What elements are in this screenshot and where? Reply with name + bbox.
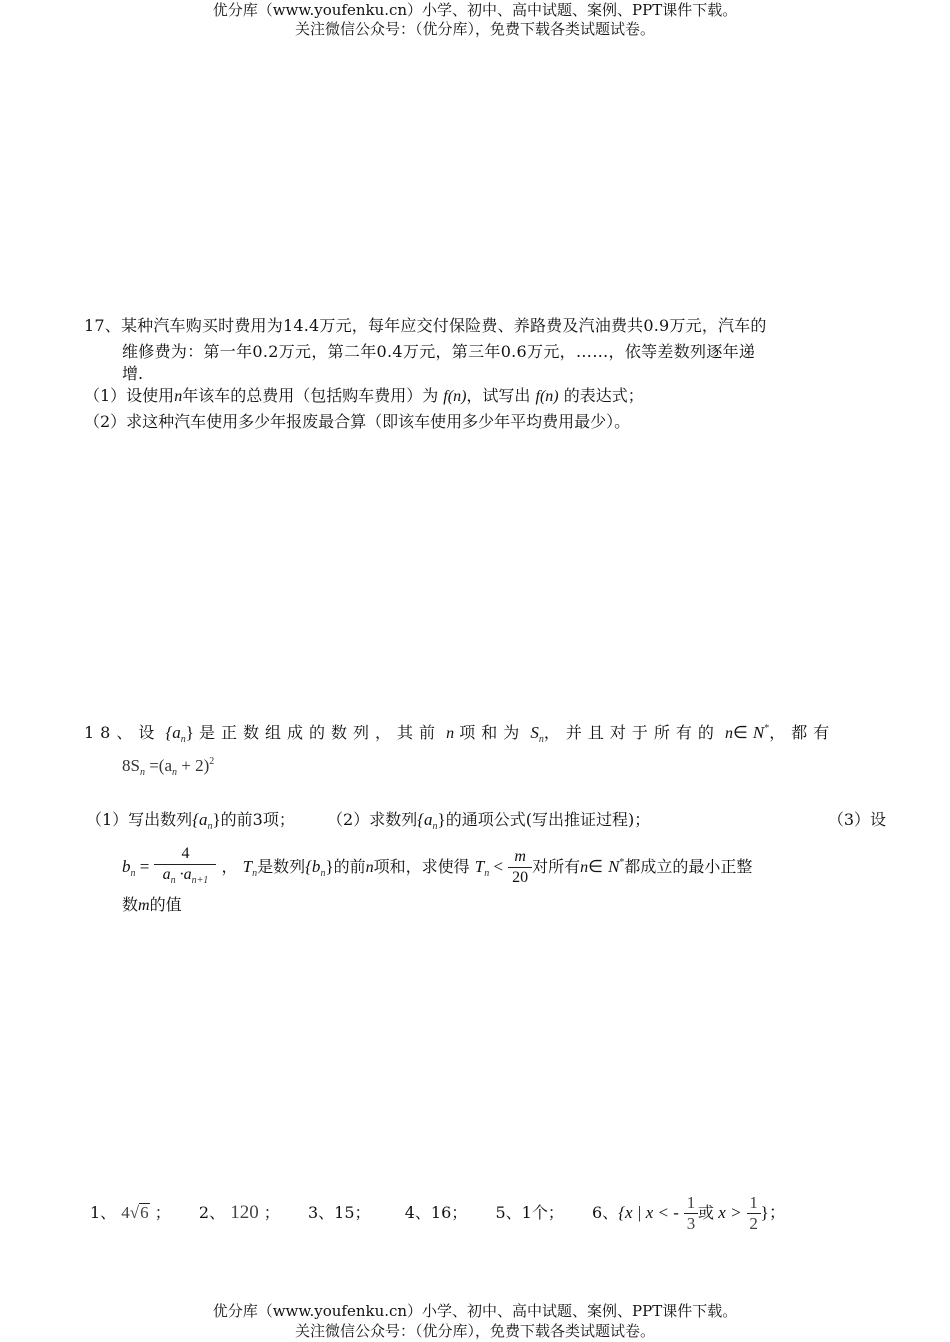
answer-3: 3、15； [308,1203,371,1222]
q18-frac-s1: n [170,875,176,886]
q17-part1-n: n [174,388,183,405]
q18-text-9: 都成立的最小正整 [624,857,753,876]
q17-line-3: 增. [122,364,144,383]
q18-bseq-close: } [325,857,334,876]
q17-part1-text-c: ，试写出 [466,386,531,405]
q17-part1-text-b: 年该车的总费用（包括购车费用）为 [182,386,439,405]
q18-frac-dot-a: ·a [175,866,192,883]
page-header-line-2: 关注微信公众号：（优分库），免费下载各类试题试卷。 [294,20,655,38]
answer-1-sep: ； [154,1203,171,1222]
answer-6-f1-num: 1 [684,1193,698,1214]
q18-eq-mid: =(a [144,756,173,775]
q18-seq-a: {a [165,723,181,742]
q17-part1-fn-1: f(n) [443,388,467,405]
q18-b-eq: = [135,857,150,876]
q17-part1-text-a: （1）设使用 [84,386,175,405]
q18-parts-line [86,810,886,837]
q18-part1-seq-close: } [212,810,221,829]
q18-part1-seq-sub: n [207,821,213,832]
q18-m: m [138,897,150,914]
answer-2-sep: ； [263,1203,280,1222]
q18-b: b [122,857,131,876]
answer-6-open: {x | x < - [618,1203,679,1222]
q18-b-sub: n [130,868,136,879]
q18-part2-tail: 的通项公式(写出推证过程)； [445,810,651,829]
answer-1-radicand: 6 [140,1203,149,1222]
q17-part1-fn-2: f(n) [535,388,559,405]
q18-text-6: 的前 [333,857,366,876]
q17-line-2: 维修费为：第一年0.2万元，第二年0.4万元，第三年0.6万元，……，依等差数列逐年递 [122,342,756,361]
q18-star-2: * [619,857,625,868]
q17-part1-text-d: 的表达式； [563,386,644,405]
answers-line [90,1190,786,1236]
answer-6-x: x > [714,1203,742,1222]
q18-T-sub: n [252,868,258,879]
q18-part2-seq: {a [417,810,433,829]
page-header-line-1: 优分库（www.youfenku.cn）小学、初中、高中试题、案例、PPT课件下载。 [212,1,738,19]
q18-part1-text: （1）写出数列 [86,810,193,829]
q18-eq-square: 2 [209,756,215,767]
answer-6-fraction-1 [684,1193,698,1234]
q18-n-3: n [365,859,374,876]
q18-eq-end: + 2) [177,756,210,775]
q18-bseq: {b [305,857,321,876]
q18-text-1: 是正数组成的数列，其前 [199,723,442,742]
q18-bseq-sub: n [320,868,326,879]
q18-text-5: 是数列 [257,857,306,876]
q17-part-1 [84,386,644,407]
q18-text-2: 项和为 [459,723,526,742]
answer-6-f1-den: 3 [686,1214,696,1233]
answer-6-close: }； [760,1203,786,1222]
page-footer-line-1: 优分库（www.youfenku.cn）小学、初中、高中试题、案例、PPT课件下载。 [212,1302,738,1320]
q18-T2: T [474,857,485,876]
q18-part2-seq-close: } [437,810,446,829]
answer-6-or: 或 [698,1203,715,1222]
q18-part2-text: （2）求数列 [327,810,418,829]
q18-text-3: ，并且对于所有的 [543,723,720,742]
q18-comma: ， [221,857,238,876]
answer-6-fraction-2 [747,1193,761,1234]
q17-line-1: 17、某种汽车购买时费用为14.4万元，每年应交付保险费、养路费及汽油费共0.9万元，汽车的 [84,316,767,335]
q18-n-2: n [724,725,733,742]
page-footer-line-2: 关注微信公众号：（优分库），免费下载各类试题试卷。 [294,1322,655,1340]
q18-mfrac-numerator: m [508,847,532,868]
q18-part3-text: （3）设 [827,810,886,829]
q18-lead: 18、设 [84,723,161,742]
answer-6-f2-den: 2 [749,1214,758,1233]
q18-text-10: 数 [122,895,139,914]
q18-frac-denominator [154,865,216,891]
q17-part-2: （2）求这种汽车使用多少年报废最合算（即该车使用多少年平均费用最少）。 [84,412,631,431]
q18-seq-close: } [185,723,194,742]
q18-star: * [764,723,770,734]
q18-seq-sub: n [180,734,186,745]
answer-2-value: 120 [230,1202,259,1223]
answer-2-label: 2、 [198,1203,226,1222]
q18-text-8: 对所有 [532,857,581,876]
answer-4: 4、16； [404,1203,468,1222]
q18-text-11: 的值 [149,895,182,914]
q18-eq-sub-2: n [172,767,178,778]
sqrt-icon: √ [129,1203,140,1222]
q18-T: T [242,857,253,876]
q18-frac-a1: a [162,866,171,883]
answer-1-coef: 4 [121,1203,130,1222]
q18-m-fraction [508,847,532,888]
q18-in: ∈ [732,723,748,742]
q18-S: S [530,723,539,742]
q18-n-1: n [446,725,455,742]
q18-text-7: 项和，求使得 [373,857,470,876]
answer-1-label: 1、 [90,1203,117,1222]
q18-frac-numerator: 4 [154,844,216,865]
q18-part3-line [122,842,752,886]
q18-eq-8S: 8S [122,756,140,775]
answer-5: 5、1个； [495,1203,564,1222]
q18-N: N [752,723,765,742]
q18-S-sub: n [538,734,544,745]
q18-final-line [122,895,182,916]
answer-6-f2-num: 1 [747,1193,761,1214]
answer-6-label: 6、 [592,1203,619,1222]
q18-line-1 [84,719,835,750]
q18-mfrac-denominator: 20 [512,869,529,886]
q18-lt: < [489,857,504,876]
q18-equation [122,752,214,783]
q18-N-2: N [608,857,620,876]
q18-text-4: ，都有 [769,723,836,742]
q18-part2-seq-sub: n [432,821,438,832]
q18-part1-seq: {a [192,810,208,829]
q18-T2-sub: n [484,868,490,879]
q18-b-fraction [154,844,216,891]
q18-in-2: ∈ [588,857,603,876]
q18-frac-s2: n+1 [191,875,209,886]
q18-eq-sub-1: n [139,767,145,778]
q18-n-4: n [580,859,589,876]
q18-part1-tail: 的前3项； [220,810,295,829]
